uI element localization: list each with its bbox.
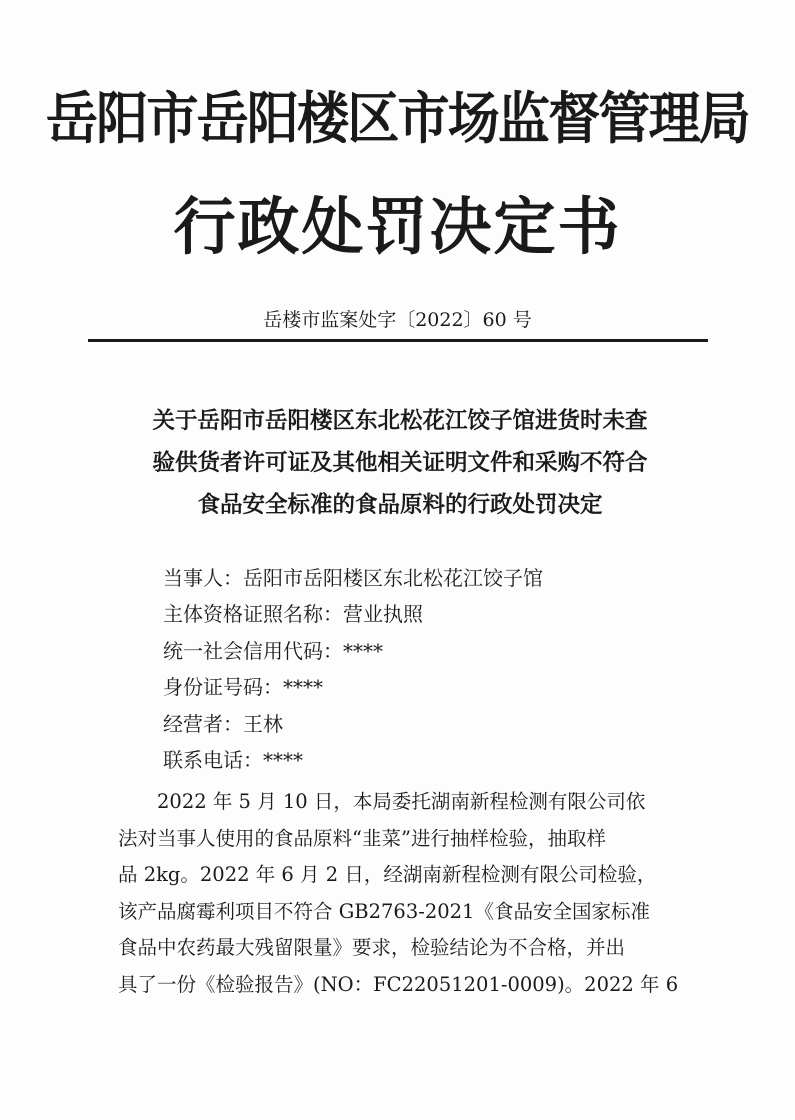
paragraph-line: 食品中农药最大残留限量》要求，检验结论为不合格，并出 <box>118 936 626 959</box>
subject-line: 验供货者许可证及其他相关证明文件和采购不符合 <box>152 450 648 476</box>
paragraph-line: 品 2kg。2022 年 6 月 2 日，经湖南新程检测有限公司检验， <box>118 863 657 886</box>
paragraph-line: 具了一份《检验报告》(NO：FC22051201-0009)。2022 年 6 <box>118 972 679 996</box>
field-credit-code: 统一社会信用代码：**** <box>163 638 383 663</box>
issuing-authority-title: 岳阳市岳阳楼区市场监督管理局 <box>45 87 750 152</box>
paragraph-line: 该产品腐霉利项目不符合 GB2763-2021《食品安全国家标准 <box>118 899 650 923</box>
field-id-number: 身份证号码：**** <box>163 675 323 700</box>
case-facts-paragraph <box>118 784 678 1003</box>
subject-line: 食品安全标准的食品原料的行政处罚决定 <box>197 492 603 518</box>
document-type-title: 行政处罚决定书 <box>173 190 622 263</box>
field-party: 当事人：岳阳市岳阳楼区东北松花江饺子馆 <box>163 566 543 590</box>
document-number: 岳楼市监案处字〔2022〕60 号 <box>263 309 532 331</box>
field-phone: 联系电话：**** <box>163 748 303 773</box>
paragraph-line: 法对当事人使用的食品原料“韭菜”进行抽样检验，抽取样 <box>118 826 606 850</box>
party-info <box>163 560 543 778</box>
decision-subject <box>100 400 700 526</box>
paragraph-line: 2022 年 5 月 10 日，本局委托湖南新程检测有限公司依 <box>118 790 646 813</box>
header-divider <box>88 339 708 342</box>
field-license-name: 主体资格证照名称：营业执照 <box>163 602 423 627</box>
field-operator: 经营者：王林 <box>163 711 283 736</box>
subject-line: 关于岳阳市岳阳楼区东北松花江饺子馆进货时未查 <box>152 408 648 434</box>
